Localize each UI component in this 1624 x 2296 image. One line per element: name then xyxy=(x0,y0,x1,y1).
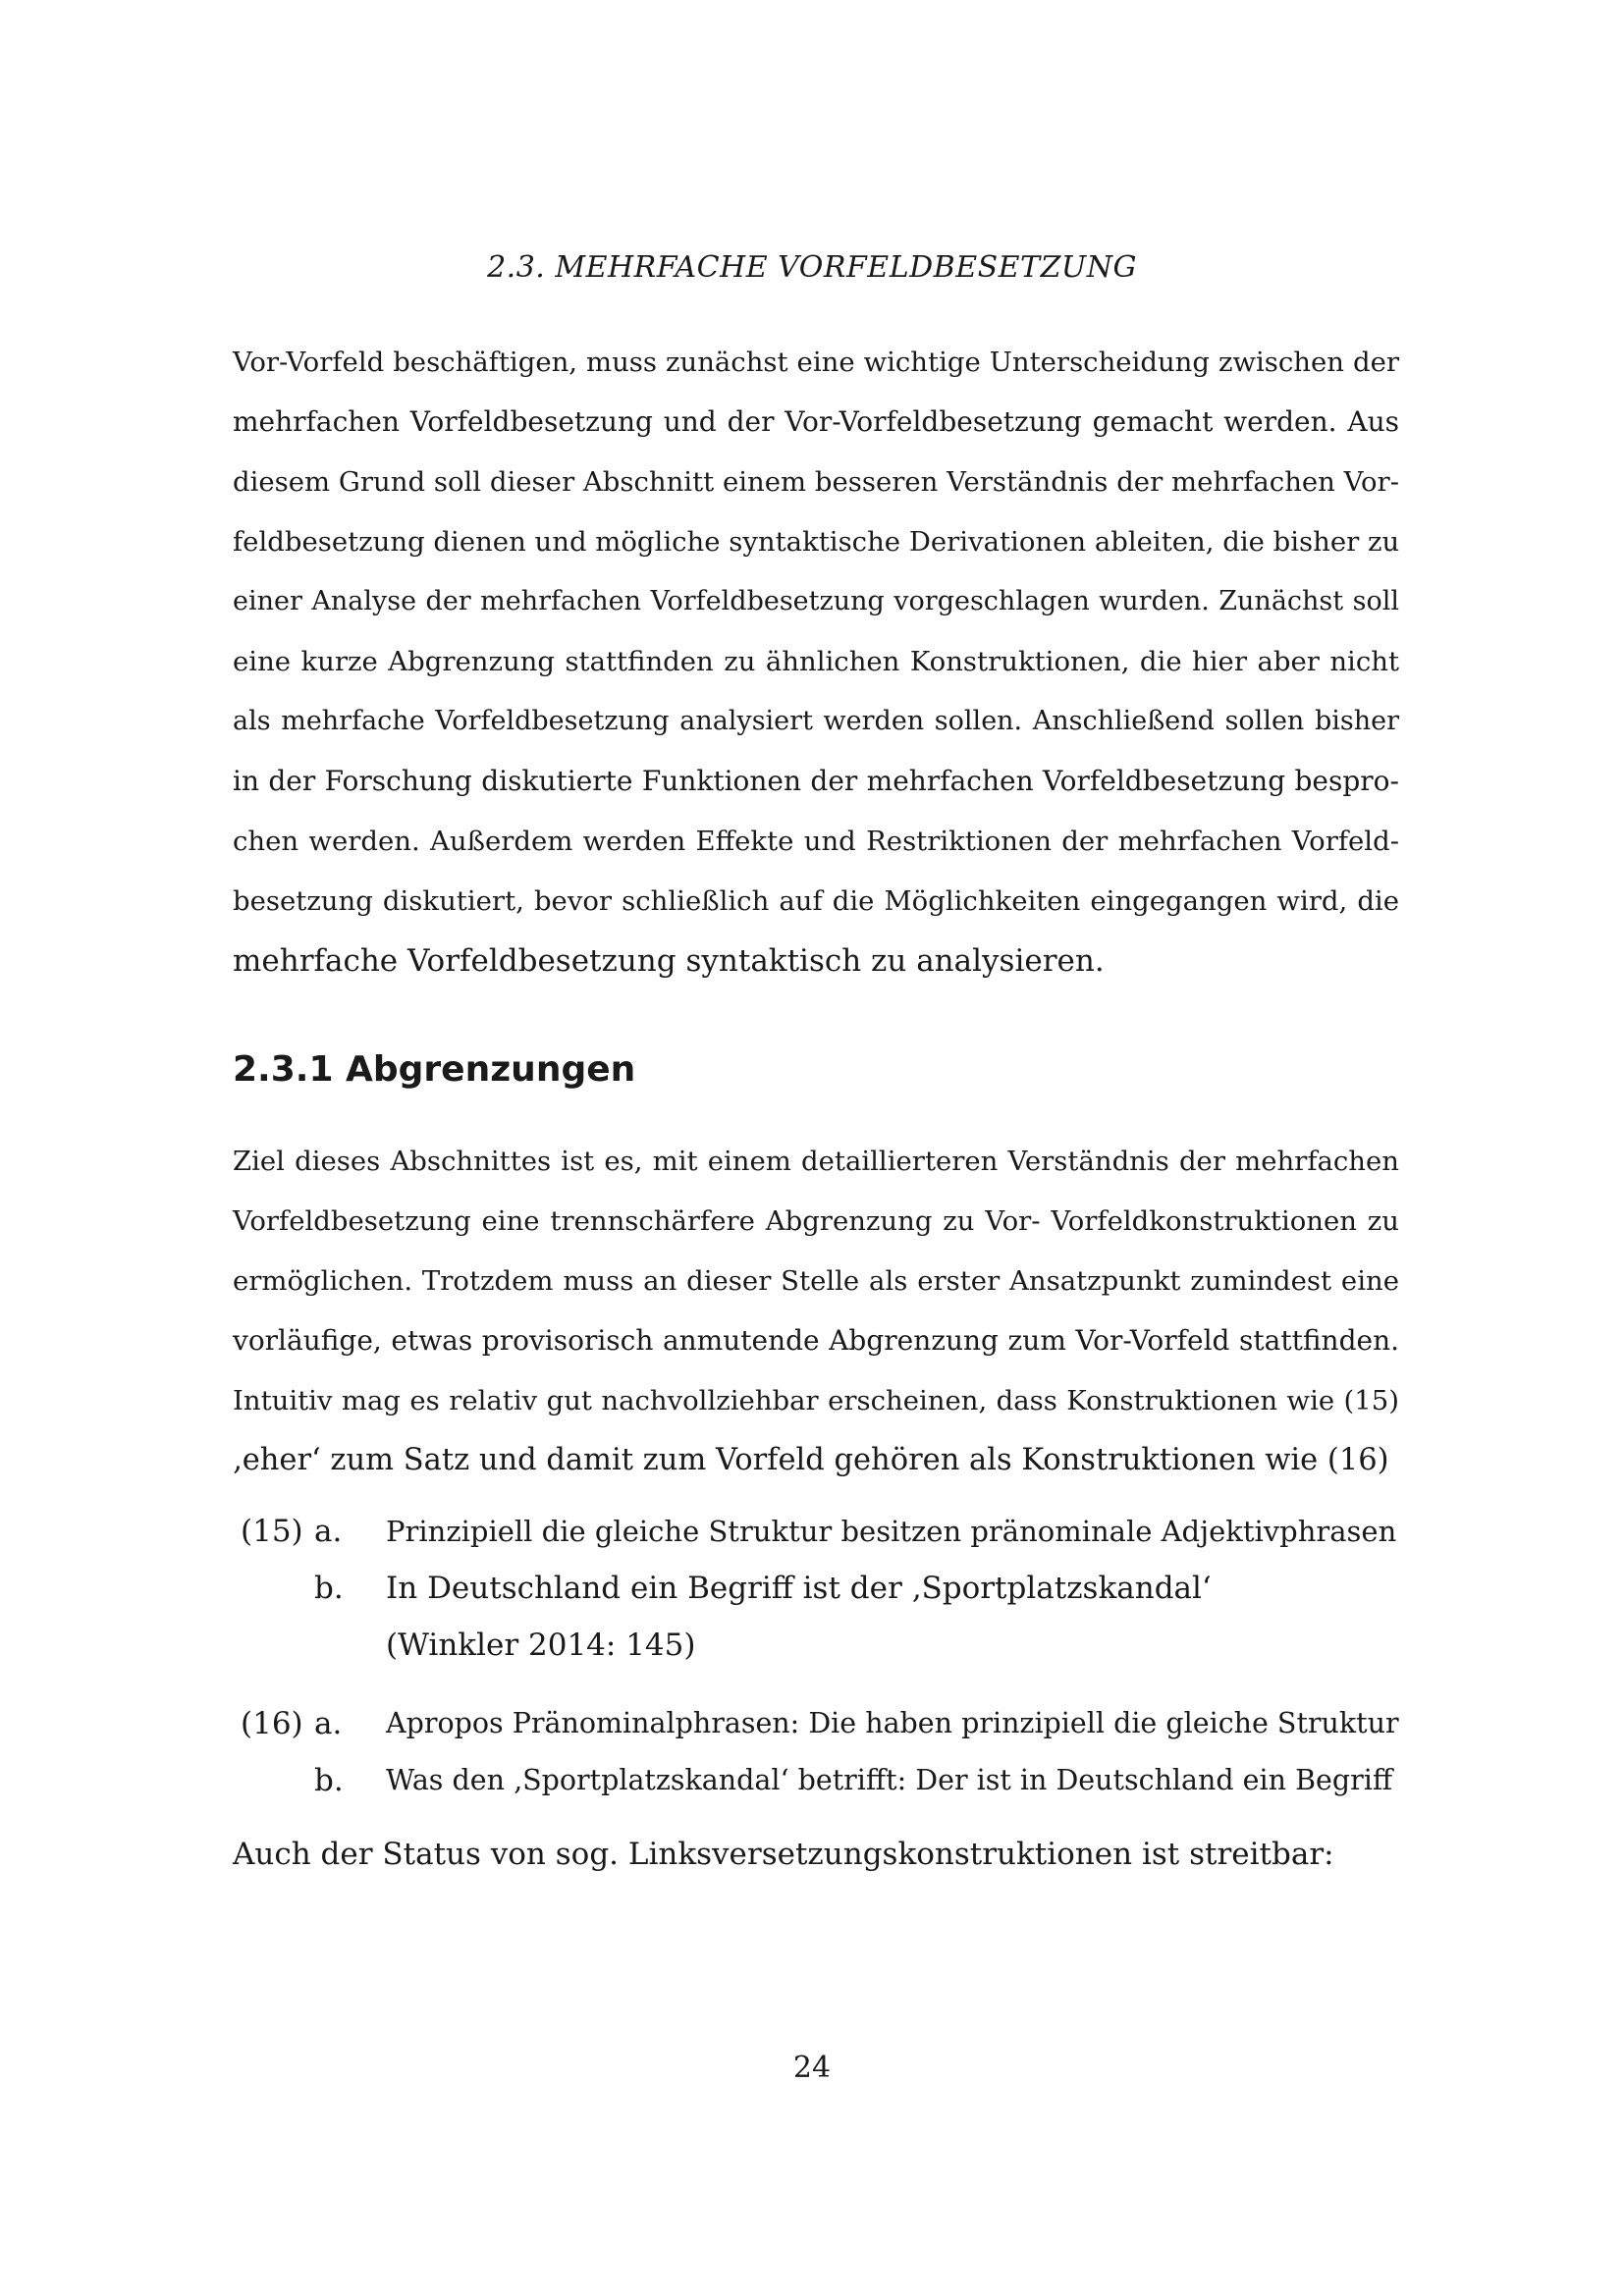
paragraph-line: chen werden. Außerdem werden Effekte und Restriktionen der mehrfachen Vorfeld- xyxy=(233,826,1399,857)
paragraph-line: in der Forschung diskutierte Funktionen der mehrfachen Vorfeldbesetzung bespro- xyxy=(233,765,1399,797)
paragraph-line: als mehrfache Vorfeldbesetzung analysiert werden sollen. Anschließend sollen bisher xyxy=(233,706,1399,736)
paragraph-line: feldbesetzung dienen und mögliche syntaktische Derivationen ableiten, die bisher zu xyxy=(233,526,1400,558)
paragraph-line: Vorfeldbesetzung eine trennschärfere Abgrenzung zu Vor- Vorfeldkonstruktionen zu xyxy=(233,1205,1399,1237)
closing-paragraph: Auch der Status von sog. Linksversetzungskonstruktionen ist streitbar: xyxy=(233,1837,1334,1872)
paragraph-line: einer Analyse der mehrfachen Vorfeldbesetzung vorgeschlagen wurden. Zunächst soll xyxy=(233,586,1399,616)
paragraph-line: Vor-Vorfeld beschäftigen, muss zunächst eine wichtige Unterscheidung zwischen der xyxy=(233,347,1399,378)
running-header: 2.3. MEHRFACHE VORFELDBESETZUNG xyxy=(487,250,1137,285)
paragraph-line: eine kurze Abgrenzung stattfinden zu ähnlichen Konstruktionen, die hier aber nicht xyxy=(233,646,1399,677)
example-number: (16) xyxy=(241,1706,303,1741)
page-number: 24 xyxy=(792,2051,832,2085)
paragraph-line: ‚eher‘ zum Satz und damit zum Vorfeld gehören als Konstruktionen wie (16) xyxy=(233,1443,1389,1477)
example-item-label: a. xyxy=(314,1706,343,1741)
example-item-text: Was den ‚Sportplatzskandal‘ betrifft: Der ist in Deutschland ein Begriff xyxy=(386,1764,1393,1796)
paragraph-line: Ziel dieses Abschnittes ist es, mit einem detaillierteren Verständnis der mehrfachen xyxy=(233,1146,1399,1177)
example-item-text: In Deutschland ein Begriff ist der ‚Sportplatzskandal‘ xyxy=(386,1571,1212,1606)
paragraph-line: besetzung diskutiert, bevor schließlich auf die Möglichkeiten eingegangen wird, die xyxy=(233,885,1399,917)
paragraph-line: Intuitiv mag es relativ gut nachvollziehbar erscheinen, dass Konstruktionen wie (15) xyxy=(233,1385,1399,1416)
example-item-label: b. xyxy=(314,1571,344,1606)
paragraph-line: mehrfache Vorfeldbesetzung syntaktisch zu analysieren. xyxy=(233,943,1105,979)
paragraph-line: vorläufige, etwas provisorisch anmutende Abgrenzung zum Vor-Vorfeld stattfinden. xyxy=(233,1324,1399,1357)
example-item-label: a. xyxy=(314,1514,343,1549)
paragraph-line: ermöglichen. Trotzdem muss an dieser Stelle als erster Ansatzpunkt zumindest eine xyxy=(233,1265,1399,1297)
example-source: (Winkler 2014: 145) xyxy=(386,1628,696,1663)
paragraph-line: diesem Grund soll dieser Abschnitt einem besseren Verständnis der mehrfachen Vor- xyxy=(233,466,1399,498)
section-heading: 2.3.1 Abgrenzungen xyxy=(233,1049,636,1090)
example-item-text: Prinzipiell die gleiche Struktur besitzen pränominale Adjektivphrasen xyxy=(386,1515,1397,1548)
paragraph-line: mehrfachen Vorfeldbesetzung und der Vor-Vorfeldbesetzung gemacht werden. Aus xyxy=(233,405,1399,438)
example-item-label: b. xyxy=(314,1763,344,1798)
example-item-text: Apropos Pränominalphrasen: Die haben prinzipiell die gleiche Struktur xyxy=(386,1707,1399,1739)
example-number: (15) xyxy=(241,1514,303,1549)
